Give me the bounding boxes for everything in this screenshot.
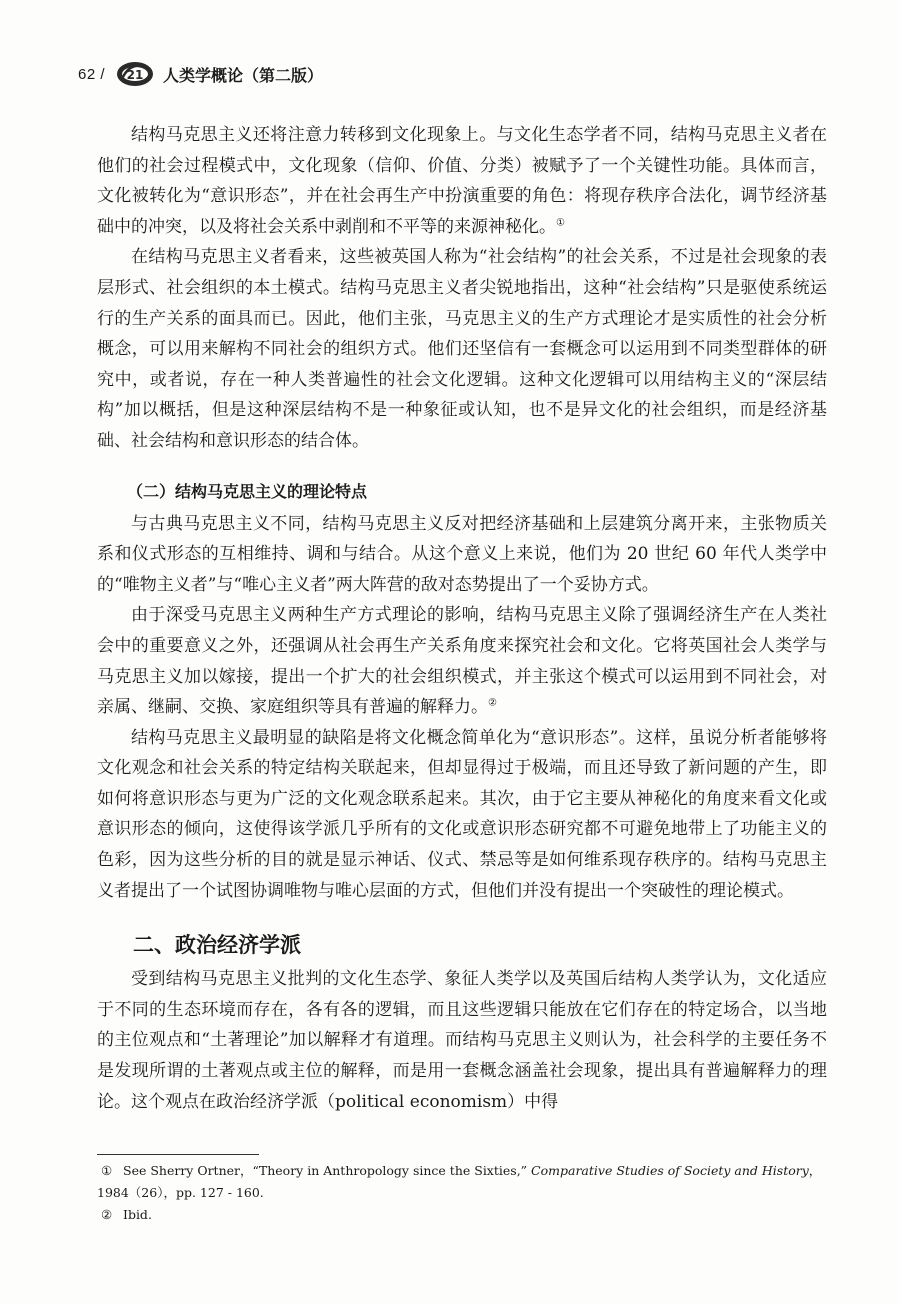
section-heading: 二、政治经济学派 bbox=[133, 933, 301, 958]
paragraph bbox=[97, 120, 827, 242]
svg-text:21: 21 bbox=[126, 68, 144, 82]
paragraph bbox=[97, 600, 827, 722]
footnote-ref[interactable]: ② bbox=[488, 697, 497, 709]
page-number: 62 / bbox=[78, 65, 106, 83]
footnote-text: ， bbox=[808, 1163, 822, 1178]
footnote-1 bbox=[97, 1160, 827, 1182]
book-title: 人类学概论（第二版） bbox=[163, 65, 324, 85]
subsection-heading: （二）结构马克思主义的理论特点 bbox=[127, 481, 368, 501]
footnotes bbox=[97, 1160, 827, 1226]
footnote-1-continued: 1984（26），pp. 127 - 160. bbox=[97, 1185, 264, 1200]
footnote-mark: ② bbox=[101, 1207, 113, 1222]
footnote-text: Ibid. bbox=[123, 1207, 152, 1222]
main-text bbox=[97, 120, 827, 1117]
paragraph-text: 由于深受马克思主义两种生产方式理论的影响，结构马克思主义除了强调经济生产在人类社会中的重要意义之外，还强调从社会再生产关系角度来探究社会和文化。它将英国社会人类学与马克思主义加以嫁接，提出一个扩大的社会组织模式，并主张这个模式可以运用到不同社会，对亲属、继嗣、交换、家庭组织等具有普遍的解释力。 bbox=[97, 605, 827, 718]
21-century-logo-icon bbox=[115, 59, 155, 89]
paragraph: 与古典马克思主义不同，结构马克思主义反对把经济基础和上层建筑分离开来，主张物质关系和仪式形态的互相维持、调和与结合。从这个意义上来说，他们为 20 世纪 60 年代人类学中的“唯物主义者”与“唯心主义者”两大阵营的敌对态势提出了一个妥协方式。 bbox=[97, 513, 827, 595]
footnote-text: See Sherry Ortner，“Theory in Anthropology since the Sixties,” bbox=[123, 1163, 528, 1178]
footnote-ref[interactable]: ① bbox=[556, 217, 565, 229]
footnote-2 bbox=[97, 1204, 827, 1226]
journal-title: Comparative Studies of Society and History bbox=[531, 1163, 809, 1178]
paragraph: 结构马克思主义最明显的缺陷是将文化概念简单化为“意识形态”。这样，虽说分析者能够将文化观念和社会关系的特定结构关联起来，但却显得过于极端，而且还导致了新问题的产生，即如何将意识形态与更为广泛的文化观念联系起来。其次，由于它主要从神秘化的角度来看文化或意识形态的倾向，这使得该学派几乎所有的文化或意识形态研究都不可避免地带上了功能主义的色彩，因为这些分析的目的就是显示神话、仪式、禁忌等是如何维系现存秩序的。结构马克思主义者提出了一个试图协调唯物与唯心层面的方式，但他们并没有提出一个突破性的理论模式。 bbox=[97, 727, 827, 901]
footnote-mark: ① bbox=[101, 1163, 113, 1178]
running-header bbox=[78, 56, 323, 92]
footnote-divider bbox=[97, 1154, 259, 1155]
paragraph: 在结构马克思主义者看来，这些被英国人称为“社会结构”的社会关系，不过是社会现象的表层形式、社会组织的本土模式。结构马克思主义者尖锐地指出，这种“社会结构”只是驱使系统运行的生产关系的面具而已。因此，他们主张，马克思主义的生产方式理论才是实质性的社会分析概念，可以用来解构不同社会的组织方式。他们还坚信有一套概念可以运用到不同类型群体的研究中，或者说，存在一种人类普遍性的社会文化逻辑。这种文化逻辑可以用结构主义的“深层结构”加以概括，但是这种深层结构不是一种象征或认知，也不是异文化的社会组织，而是经济基础、社会结构和意识形态的结合体。 bbox=[97, 247, 827, 451]
paragraph: 受到结构马克思主义批判的文化生态学、象征人类学以及英国后结构人类学认为，文化适应于不同的生态环境而存在，各有各的逻辑，而且这些逻辑只能放在它们存在的特定场合，以当地的主位观点和“土著理论”加以解释才有道理。而结构马克思主义则认为，社会科学的主要任务不是发现所谓的土著观点或主位的解释，而是用一套概念涵盖社会现象，提出具有普遍解释力的理论。这个观点在政治经济学派（political economism）中得 bbox=[97, 969, 827, 1112]
paragraph-text: 结构马克思主义还将注意力转移到文化现象上。与文化生态学者不同，结构马克思主义者在他们的社会过程模式中，文化现象（信仰、价值、分类）被赋予了一个关键性功能。具体而言，文化被转化为“意识形态”，并在社会再生产中扮演重要的角色：将现存秩序合法化，调节经济基础中的冲突，以及将社会关系中剥削和不平等的来源神秘化。 bbox=[97, 125, 827, 237]
